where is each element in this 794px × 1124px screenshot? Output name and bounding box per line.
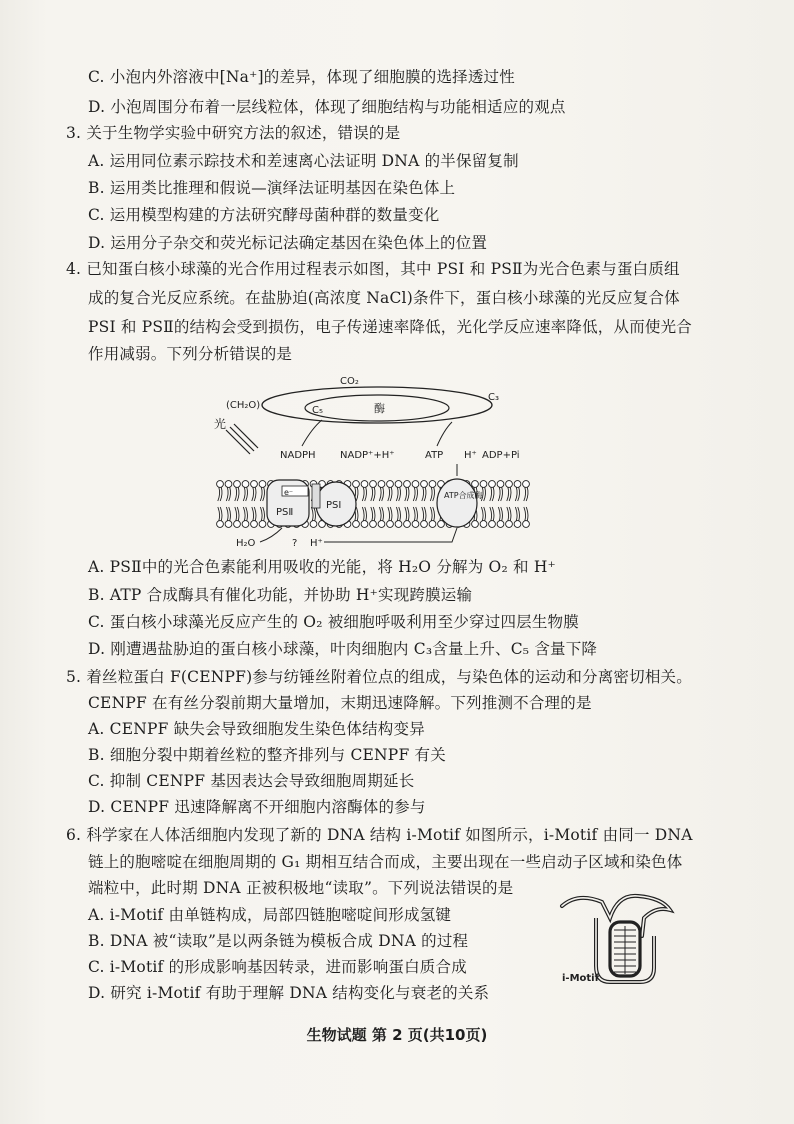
lipid-tail [498, 487, 502, 501]
lipid-tail [507, 507, 511, 521]
lipid-head [404, 481, 411, 488]
lipid-head [353, 521, 360, 528]
lipid-head [225, 521, 232, 528]
q4-stem-line-2: 成的复合光反应系统。在盐胁迫(高浓度 NaCl)条件下，蛋白核小球藻的光反应复合体 [88, 289, 680, 307]
lipid-tail [252, 507, 256, 521]
lipid-tail [396, 507, 400, 521]
lipid-tail [218, 487, 222, 501]
lipid-tail [413, 507, 417, 521]
q3-option-a: A. 运用同位素示踪技术和差速离心法证明 DNA 的半保留复制 [88, 152, 519, 170]
lipid-tail [430, 487, 434, 501]
q6-stem-line-2: 链上的胞嘧啶在细胞周期的 G₁ 期相互结合而成，主要出现在一些启动子区域和染色体 [88, 853, 683, 871]
lipid-tail [371, 487, 375, 501]
lipid-head [225, 481, 232, 488]
lipid-tail [235, 507, 239, 521]
lipid-tail [260, 507, 264, 521]
lipid-tail [422, 487, 426, 501]
imotif-figure [558, 888, 678, 988]
q5-option-c: C. 抑制 CENPF 基因表达会导致细胞周期延长 [88, 772, 415, 790]
lipid-tail [498, 507, 502, 521]
lipid-head [421, 521, 428, 528]
lipid-head [251, 521, 258, 528]
lipid-head [523, 481, 530, 488]
lipid-tail [379, 487, 383, 501]
q3-stem: 3. 关于生物学实验中研究方法的叙述，错误的是 [66, 124, 401, 142]
lipid-head [242, 521, 249, 528]
lipid-head [404, 521, 411, 528]
q5-option-d: D. CENPF 迅速降解离不开细胞内溶酶体的参与 [88, 798, 426, 816]
lipid-tail [430, 507, 434, 521]
bleed-through [640, 80, 644, 95]
lipid-head [438, 521, 445, 528]
light-label: 光 [214, 417, 227, 431]
lipid-head [251, 481, 258, 488]
q6-option-d: D. 研究 i-Motif 有助于理解 DNA 结构变化与衰老的关系 [88, 984, 490, 1002]
nadph-arrow [302, 420, 322, 446]
hplus-bottom-label: H⁺ [310, 538, 323, 549]
q4-option-b: B. ATP 合成酶具有催化功能，并协助 H⁺实现跨膜运输 [88, 586, 473, 604]
lipid-tail [396, 487, 400, 501]
atp-synthase-complex [437, 479, 477, 527]
lipid-head [429, 521, 436, 528]
q6-stem-line-3: 端粒中，此时期 DNA 正被积极地“读取”。下列说法错误的是 [88, 879, 514, 897]
lipid-head [506, 481, 513, 488]
lipid-tail [379, 507, 383, 521]
q6-stem-line-1: 6. 科学家在人体活细胞内发现了新的 DNA 结构 i-Motif 如图所示，i-Motif 由同一 DNA [66, 826, 693, 844]
adp-label: ADP+Pi [482, 450, 520, 461]
lipid-head [506, 521, 513, 528]
lipid-head [497, 521, 504, 528]
lipid-head [480, 481, 487, 488]
q5-option-a: A. CENPF 缺失会导致细胞发生染色体结构变异 [88, 720, 425, 738]
q4-stem-line-3: PSI 和 PSⅡ的结构会受到损伤，电子传递速率降低，光化学反应速率降低，从而使光合 [88, 318, 693, 336]
ps1-label: PSⅠ [326, 500, 342, 511]
lipid-head [259, 481, 266, 488]
imotif-base-pairs [614, 926, 636, 974]
lipid-head [429, 481, 436, 488]
lipid-tail [388, 487, 392, 501]
light-arrows [226, 424, 258, 454]
lipid-tail [388, 507, 392, 521]
q5-stem-line-1: 5. 着丝粒蛋白 F(CENPF)参与纺锤丝附着位点的组成，与染色体的运动和分离密切相关。 [66, 668, 692, 686]
question-label: ? [292, 538, 298, 549]
lipid-head [361, 481, 368, 488]
q3-option-c: C. 运用模型构建的方法研究酵母菌种群的数量变化 [88, 206, 440, 224]
lipid-tail [371, 507, 375, 521]
q5-stem-line-2: CENPF 在有丝分裂前期大量增加，末期迅速降解。下列推测不合理的是 [88, 694, 592, 712]
lipid-head [472, 481, 479, 488]
lipid-head [387, 521, 394, 528]
lipid-tail [515, 507, 519, 521]
lipid-tail [507, 487, 511, 501]
lipid-head [234, 521, 241, 528]
lipid-tail [405, 487, 409, 501]
proton-path [324, 528, 457, 542]
lipid-tail [490, 507, 494, 521]
lipid-tail [311, 507, 315, 521]
lipid-head [217, 521, 224, 528]
hplus-top-label: H⁺ [464, 450, 477, 461]
page-footer: 生物试题 第 2 页(共10页) [306, 1026, 488, 1044]
lipid-tail [422, 507, 426, 521]
co2-label: CO₂ [340, 376, 359, 387]
lipid-tail [226, 487, 230, 501]
lipid-head [514, 521, 521, 528]
lipid-head [514, 481, 521, 488]
c5-label: C₅ [312, 405, 323, 416]
imotif-label: i-Motif [562, 973, 599, 984]
lipid-head [378, 521, 385, 528]
lipid-tail [243, 507, 247, 521]
lipid-tail [405, 507, 409, 521]
q4-option-d: D. 刚遭遇盐胁迫的蛋白核小球藻，叶肉细胞内 C₃含量上升、C₅ 含量下降 [88, 640, 598, 658]
lipid-head [489, 521, 496, 528]
lipid-head [387, 481, 394, 488]
q5-option-b: B. 细胞分裂中期着丝粒的整齐排列与 CENPF 有关 [88, 746, 446, 764]
lipid-head [217, 481, 224, 488]
q6-option-c: C. i-Motif 的形成影响基因转录，进而影响蛋白质合成 [88, 958, 467, 976]
electron-label: e⁻ [284, 488, 294, 497]
atp-arrow [437, 422, 452, 446]
q6-option-b: B. DNA 被“读取”是以两条链为模板合成 DNA 的过程 [88, 932, 469, 950]
lipid-tail [235, 487, 239, 501]
lipid-head [310, 521, 317, 528]
lipid-head [395, 481, 402, 488]
q4-stem-line-1: 4. 已知蛋白核小球藻的光合作用过程表示如图，其中 PSI 和 PSⅡ为光合色素与蛋白质组 [66, 260, 680, 278]
q4-option-a: A. PSⅡ中的光合色素能利用吸收的光能，将 H₂O 分解为 O₂ 和 H⁺ [88, 558, 556, 576]
cytochrome-block [312, 484, 320, 508]
q6-option-a: A. i-Motif 由单链构成，局部四链胞嘧啶间形成氢键 [88, 906, 452, 924]
lipid-head [412, 481, 419, 488]
atp-label: ATP [425, 450, 444, 461]
thylakoid-membrane [217, 481, 530, 528]
c3-label: C₃ [488, 392, 499, 403]
ch2o-label: (CH₂O) [226, 400, 261, 411]
q4-option-c: C. 蛋白核小球藻光反应产生的 O₂ 被细胞呼吸利用至少穿过四层生物膜 [88, 613, 579, 631]
lipid-tail [524, 487, 528, 501]
lipid-tail [243, 487, 247, 501]
q4-stem-line-4: 作用减弱。下列分析错误的是 [88, 345, 293, 363]
lipid-head [378, 481, 385, 488]
lipid-head [497, 481, 504, 488]
lipid-head [259, 521, 266, 528]
h2o-label: H₂O [236, 538, 256, 549]
enzyme-label: 酶 [374, 402, 385, 415]
lipid-tail [260, 487, 264, 501]
lipid-tail [481, 507, 485, 521]
q3-option-d: D. 运用分子杂交和荧光标记法确定基因在染色体上的位置 [88, 234, 488, 252]
lipid-head [421, 481, 428, 488]
lipid-tail [362, 487, 366, 501]
lipid-head [370, 521, 377, 528]
lipid-tail [524, 507, 528, 521]
nadph-label: NADPH [280, 450, 316, 461]
lipid-head [480, 521, 487, 528]
q2-option-d: D. 小泡周围分布着一层线粒体，体现了细胞结构与功能相适应的观点 [88, 98, 566, 116]
q2-option-c: C. 小泡内外溶液中[Na⁺]的差异，体现了细胞膜的选择透过性 [88, 68, 515, 86]
lipid-tail [252, 487, 256, 501]
lipid-head [472, 521, 479, 528]
nadp-label: NADP⁺+H⁺ [340, 450, 395, 461]
lipid-head [370, 481, 377, 488]
q3-option-b: B. 运用类比推理和假说—演绎法证明基因在染色体上 [88, 179, 456, 197]
ps2-label: PSⅡ [276, 507, 294, 518]
lipid-tail [490, 487, 494, 501]
lipid-head [353, 481, 360, 488]
lipid-head [489, 481, 496, 488]
lipid-tail [362, 507, 366, 521]
atp-synthase-label: ATP合成酶 [444, 491, 483, 500]
lipid-head [412, 521, 419, 528]
lipid-head [234, 481, 241, 488]
lipid-tail [515, 487, 519, 501]
lipid-tail [218, 507, 222, 521]
lipid-head [242, 481, 249, 488]
lipid-tail [226, 507, 230, 521]
water-arrow [260, 528, 282, 542]
lipid-head [523, 521, 530, 528]
lipid-head [395, 521, 402, 528]
lipid-tail [413, 487, 417, 501]
photosynthesis-diagram [212, 368, 542, 550]
lipid-head [361, 521, 368, 528]
